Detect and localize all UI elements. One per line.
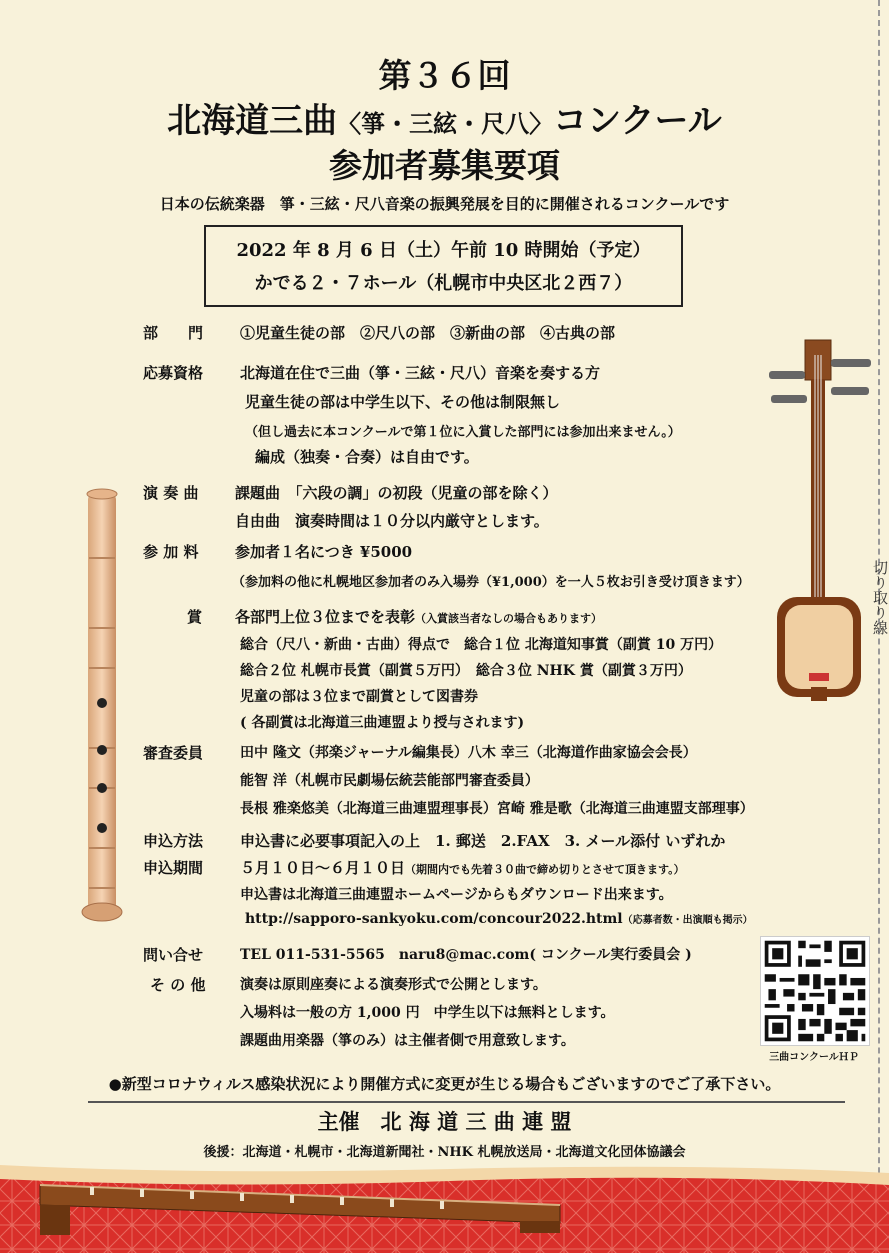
divider <box>88 1101 845 1103</box>
fee-line2: （参加料の他に札幌地区参加者のみ入場券（¥1,000）を一人５枚お引き受け頂きます） <box>232 575 750 590</box>
title-main <box>0 93 889 142</box>
title-main-a: 北海道三曲 <box>167 101 338 141</box>
other-line3: 課題曲用楽器（箏のみ）は主催者側で用意致します。 <box>240 1033 575 1049</box>
awards-line1 <box>235 606 602 627</box>
other-label: そ の 他 <box>150 976 206 994</box>
koto-band-illustration <box>0 1165 889 1253</box>
title-main-instruments: 〈箏・三絃・尺八〉 <box>337 110 554 138</box>
eligibility-line3: （但し過去に本コンクールで第１位に入賞した部門には参加出来ません。） <box>245 425 681 440</box>
apply-method-text: 申込書に必要事項記入の上 1. 郵送 2.FAX 3. メール添付 いずれか <box>240 832 726 850</box>
apply-period-note: （期間内でも先着３０曲で締め切りとさせて頂きます。） <box>405 863 685 876</box>
fee-label: 参 加 料 <box>143 543 199 561</box>
division-text: ①児童生徒の部 ②尺八の部 ③新曲の部 ④古典の部 <box>240 324 616 342</box>
awards-line4: 児童の部は３位まで副賞として図書券 <box>240 689 478 705</box>
awards-line5: ( 各副賞は北海道三曲連盟より授与されます) <box>240 715 525 731</box>
qr-code[interactable] <box>760 936 870 1046</box>
awards-line2: 総合（尺八・新曲・古曲）得点で 総合１位 北海道知事賞（副賞 10 万円） <box>240 637 723 653</box>
contact-text[interactable]: TEL 011-531-5565 naru8@mac.com( コンクール実行委員会 ) <box>240 947 692 963</box>
fee-line1: 参加者１名につき ¥5000 <box>235 543 413 561</box>
apply-period-line1 <box>240 857 685 878</box>
shakuhachi-illustration <box>80 488 125 923</box>
covid-note: ●新型コロナウィルス感染状況により開催方式に変更が生じる場合もございますのでご了承下さい。 <box>108 1075 781 1093</box>
homepage-link[interactable]: http://sapporo-sankyoku.com/concour2022.html <box>245 911 623 927</box>
other-line2: 入場料は一般の方 1,000 円 中学生以下は無料とします。 <box>240 1005 615 1021</box>
awards-label: 賞 <box>187 608 203 626</box>
awards-line3: 総合２位 札幌市長賞（副賞５万円） 総合３位 NHK 賞（副賞３万円） <box>240 663 692 679</box>
judges-line1: 田中 隆文（邦楽ジャーナル編集長）八木 幸三（北海道作曲家協会会長） <box>240 745 697 761</box>
title-edition: 第３６回 <box>378 56 511 95</box>
eligibility-line2: 児童生徒の部は中学生以下、その他は制限無し <box>245 393 561 411</box>
apply-period-line3 <box>245 911 753 927</box>
eligibility-line4: 編成（独奏・合奏）は自由です。 <box>255 448 479 466</box>
apply-period-label: 申込期間 <box>143 859 204 877</box>
judges-line3: 長根 雅楽悠美（北海道三曲連盟理事長）宮崎 雅是歌（北海道三曲連盟支部理事） <box>240 801 754 817</box>
shamisen-illustration <box>765 335 875 735</box>
contact-label: 問い合せ <box>143 946 204 964</box>
apply-period-line2: 申込書は北海道三曲連盟ホームページからもダウンロード出来ます。 <box>240 887 673 903</box>
awards-line1-note: （入賞該当者なしの場合もあります） <box>415 612 603 625</box>
pieces-line1: 課題曲 「六段の調」の初段（児童の部を除く） <box>235 484 558 502</box>
pieces-label: 演 奏 曲 <box>143 484 199 502</box>
division-label: 部 門 <box>143 324 204 342</box>
apply-method-label: 申込方法 <box>143 832 204 850</box>
event-box <box>204 225 683 307</box>
eligibility-label: 応募資格 <box>143 364 204 382</box>
cut-line-label: 切り取り線 <box>871 560 889 635</box>
host: 主催 北 海 道 三 曲 連 盟 <box>317 1109 572 1134</box>
apply-period-dates: ５月１０日〜６月１０日 <box>240 859 406 877</box>
awards-line1-main: 各部門上位３位までを表彰 <box>235 608 416 626</box>
judges-line2: 能智 洋（札幌市民劇場伝統芸能部門審査委員） <box>240 773 539 789</box>
title-main-c: コンクール <box>553 101 722 141</box>
eligibility-line1: 北海道在住で三曲（箏・三絃・尺八）音楽を奏する方 <box>240 364 601 382</box>
pieces-line2: 自由曲 演奏時間は１０分以内厳守とします。 <box>235 512 549 530</box>
event-datetime: 2022 年 8 月 6 日（土）午前 10 時開始（予定） <box>236 240 651 261</box>
sponsors: 後援：北海道・札幌市・北海道新聞社・NHK 札幌放送局・北海道文化団体協議会 <box>203 1145 686 1160</box>
other-line1: 演奏は原則座奏による演奏形式で公開とします。 <box>240 977 547 993</box>
title-recruitment: 参加者募集要項 <box>329 146 560 185</box>
judges-label: 審査委員 <box>143 744 204 762</box>
event-venue: かでる２・７ホール（札幌市中央区北２西７） <box>254 273 633 294</box>
qr-caption: 三曲コンクールＨＰ <box>769 1052 859 1063</box>
homepage-link-note: （応募者数・出演順も掲示） <box>622 915 753 926</box>
subtitle: 日本の伝統楽器 箏・三絃・尺八音楽の振興発展を目的に開催されるコンクールです <box>159 195 730 213</box>
